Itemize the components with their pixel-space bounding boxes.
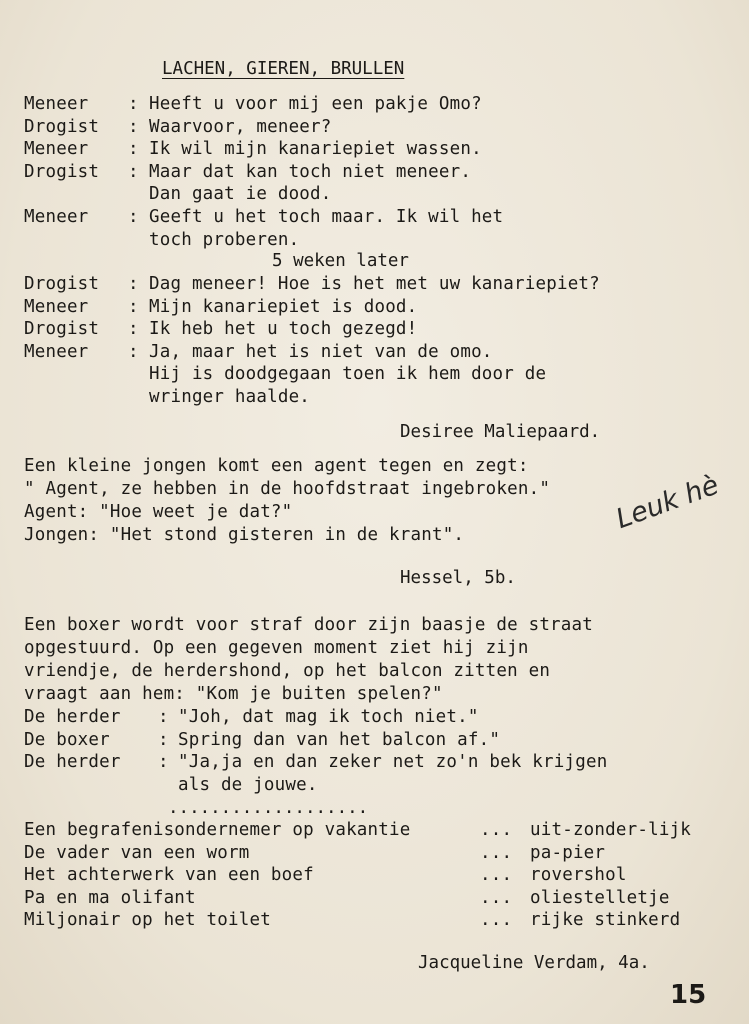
joke-line: Een kleine jongen komt een agent tegen en zegt: <box>24 456 529 476</box>
author-2: Hessel, 5b. <box>400 568 516 588</box>
riddle-question: Pa en ma olifant <box>24 887 196 908</box>
speaker-colon: : <box>128 341 139 362</box>
riddle-answer: uit-zonder-lijk <box>530 820 692 840</box>
dialogue-line: Maar dat kan toch niet meneer. <box>149 161 472 182</box>
riddle-question: De vader van een worm <box>24 842 250 863</box>
riddle-question: Miljonair op het toilet <box>24 910 271 931</box>
dialogue-line: "Joh, dat mag ik toch niet." <box>178 707 479 727</box>
speaker-label: Meneer <box>24 139 89 160</box>
speaker-label: De boxer <box>24 729 110 750</box>
speaker-label: De herder <box>24 707 121 727</box>
dialogue-line: Dan gaat ie dood. <box>149 184 332 205</box>
speaker-colon: : <box>128 139 139 160</box>
speaker-colon: : <box>128 161 139 182</box>
speaker-colon: : <box>158 752 169 773</box>
page-number: 15 <box>670 980 707 1010</box>
riddle-answer: oliestelletje <box>530 887 670 908</box>
speaker-label: Drogist <box>24 116 100 137</box>
speaker-colon: : <box>128 274 139 294</box>
joke-line: vraagt aan hem: "Kom je buiten spelen?" <box>24 684 443 704</box>
riddle-question: Het achterwerk van een boef <box>24 865 314 886</box>
riddle-answer: pa-pier <box>530 842 606 863</box>
speaker-colon: : <box>128 319 139 340</box>
speaker-colon: : <box>128 94 139 114</box>
dialogue-line: Geeft u het toch maar. Ik wil het <box>149 207 504 227</box>
dialogue-line: toch proberen. <box>149 229 300 250</box>
speaker-label: Meneer <box>24 207 89 227</box>
dialogue-line: Waarvoor, meneer? <box>149 116 332 137</box>
dialogue-line: Ik heb het u toch gezegd! <box>149 319 418 340</box>
dialogue-line: Mijn kanariepiet is dood. <box>149 296 418 317</box>
dialogue-line: Ik wil mijn kanariepiet wassen. <box>149 139 482 160</box>
dialogue-line: wringer haalde. <box>149 387 311 407</box>
joke-line: opgestuurd. Op een gegeven moment ziet hij zijn <box>24 638 529 658</box>
dialogue-line: Spring dan van het balcon af." <box>178 729 501 750</box>
speaker-colon: : <box>128 207 139 227</box>
separator-dots: ................... <box>168 798 369 818</box>
page-title: LACHEN, GIEREN, BRULLEN <box>162 59 405 79</box>
joke-line: " Agent, ze hebben in de hoofdstraat ingebroken." <box>24 479 551 499</box>
speaker-label: Drogist <box>24 274 100 294</box>
dialogue-line: Hij is doodgegaan toen ik hem door de <box>149 364 547 385</box>
riddle-ellipsis: ... <box>480 842 513 863</box>
joke-line: Een boxer wordt voor straf door zijn baasje de straat <box>24 615 594 635</box>
speaker-label: Drogist <box>24 319 100 340</box>
riddle-question: Een begrafenisondernemer op vakantie <box>24 820 411 840</box>
speaker-colon: : <box>158 729 169 750</box>
dialogue-line: Ja, maar het is niet van de omo. <box>149 341 493 362</box>
speaker-colon: : <box>128 296 139 317</box>
dialogue-line: Heeft u voor mij een pakje Omo? <box>149 94 482 114</box>
author-3: Jacqueline Verdam, 4a. <box>418 953 650 973</box>
riddle-ellipsis: ... <box>480 887 513 908</box>
handwritten-note: Leuk hè <box>612 469 723 536</box>
speaker-label: De herder <box>24 752 121 773</box>
riddle-ellipsis: ... <box>480 820 513 840</box>
riddle-answer: rovershol <box>530 865 627 886</box>
riddle-ellipsis: ... <box>480 910 513 931</box>
author-1: Desiree Maliepaard. <box>400 422 601 442</box>
dialogue-line: als de jouwe. <box>178 774 318 795</box>
speaker-colon: : <box>128 116 139 137</box>
riddle-ellipsis: ... <box>480 865 513 886</box>
joke-line: Agent: "Hoe weet je dat?" <box>24 502 293 522</box>
speaker-label: Meneer <box>24 341 89 362</box>
speaker-label: Meneer <box>24 94 89 114</box>
dialogue-line: Dag meneer! Hoe is het met uw kanariepiet? <box>149 274 600 294</box>
joke-line: vriendje, de herdershond, op het balcon zitten en <box>24 661 551 681</box>
speaker-label: Meneer <box>24 296 89 317</box>
joke-line: Jongen: "Het stond gisteren in de krant". <box>24 525 465 545</box>
riddle-answer: rijke stinkerd <box>530 910 681 931</box>
interlude-text: 5 weken later <box>272 251 409 271</box>
speaker-colon: : <box>158 707 169 727</box>
dialogue-line: "Ja,ja en dan zeker net zo'n bek krijgen <box>178 752 608 773</box>
speaker-label: Drogist <box>24 161 100 182</box>
